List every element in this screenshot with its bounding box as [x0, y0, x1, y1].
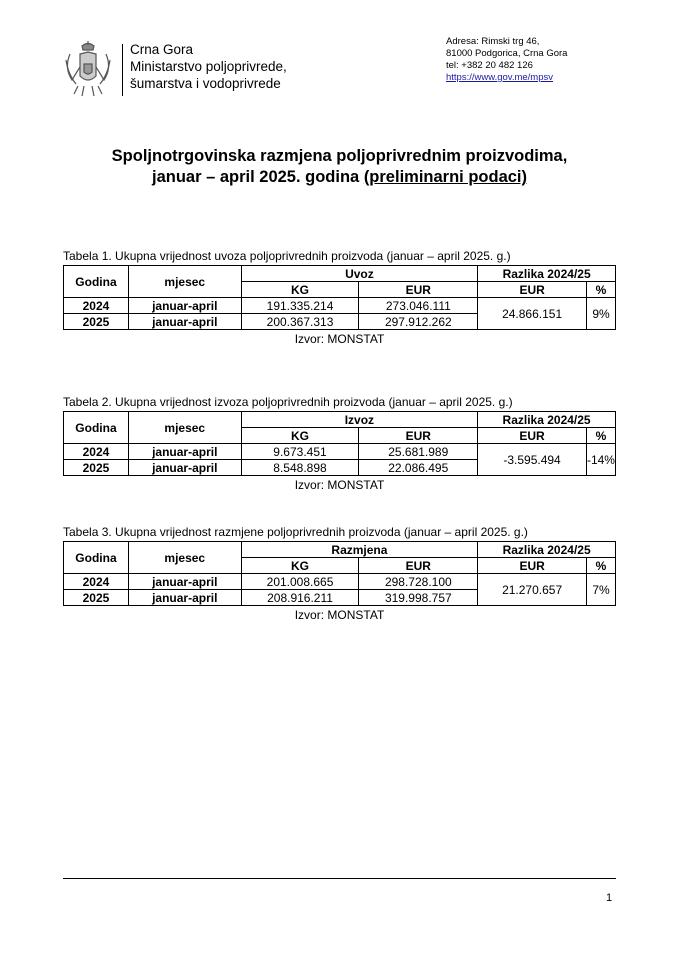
- table-1-caption: Tabela 1. Ukupna vrijednost uvoza poljoprivrednih proizvoda (januar – april 2025. g.): [63, 249, 511, 263]
- diff-eur-header: EUR: [478, 282, 587, 298]
- diff-pct-header: %: [587, 282, 616, 298]
- table-3-caption: Tabela 3. Ukupna vrijednost razmjene poljoprivrednih proizvoda (januar – april 2025. g.): [63, 525, 528, 539]
- address-street: Adresa: Rimski trg 46,: [446, 36, 540, 47]
- diff-group-header: Razlika 2024/25: [478, 266, 616, 282]
- col-month-header: mjesec: [128, 412, 241, 444]
- kg-cell: 200.367.313: [241, 314, 359, 330]
- month-cell: januar-april: [128, 574, 241, 590]
- col-eur-header: EUR: [359, 282, 478, 298]
- table-header-row: [64, 542, 616, 558]
- diff-pct-cell: -14%: [586, 444, 615, 476]
- kg-cell: 8.548.898: [241, 460, 359, 476]
- table-2-source: Izvor: MONSTAT: [294, 478, 385, 492]
- ministry-line-1: Ministarstvo poljoprivrede,: [130, 59, 287, 74]
- title-preliminary-note: (preliminarni podaci): [363, 168, 527, 186]
- table-row: [64, 298, 616, 314]
- footer-divider: [63, 878, 616, 879]
- diff-eur-cell: 24.866.151: [478, 298, 587, 330]
- col-kg-header: KG: [241, 282, 359, 298]
- ministry-line-2: šumarstva i vodoprivrede: [130, 76, 281, 91]
- header-divider: [122, 44, 123, 96]
- eur-cell: 297.912.262: [359, 314, 478, 330]
- table-3-trade: [63, 541, 616, 606]
- document-title: [0, 146, 679, 188]
- month-cell: januar-april: [128, 460, 241, 476]
- address-city: 81000 Podgorica, Crna Gora: [446, 48, 568, 59]
- eur-cell: 22.086.495: [359, 460, 478, 476]
- year-cell: 2025: [64, 590, 129, 606]
- table-row: [64, 444, 616, 460]
- col-year-header: Godina: [64, 412, 129, 444]
- eur-cell: 25.681.989: [359, 444, 478, 460]
- kg-cell: 9.673.451: [241, 444, 359, 460]
- table-1-imports: [63, 265, 616, 330]
- year-cell: 2024: [64, 574, 129, 590]
- title-line-2: [0, 167, 679, 188]
- eur-cell: 273.046.111: [359, 298, 478, 314]
- col-eur-header: EUR: [359, 428, 478, 444]
- group-header: Razmjena: [241, 542, 478, 558]
- table-1-source: Izvor: MONSTAT: [294, 332, 385, 346]
- col-year-header: Godina: [64, 542, 129, 574]
- eur-cell: 298.728.100: [359, 574, 478, 590]
- diff-group-header: Razlika 2024/25: [478, 412, 616, 428]
- year-cell: 2024: [64, 298, 129, 314]
- col-month-header: mjesec: [128, 542, 241, 574]
- diff-pct-header: %: [587, 558, 616, 574]
- ministry-name: [130, 41, 287, 92]
- kg-cell: 191.335.214: [241, 298, 359, 314]
- year-cell: 2024: [64, 444, 129, 460]
- website-link[interactable]: https://www.gov.me/mpsv: [446, 72, 553, 83]
- diff-eur-header: EUR: [478, 558, 587, 574]
- diff-group-header: Razlika 2024/25: [478, 542, 616, 558]
- diff-eur-cell: -3.595.494: [478, 444, 587, 476]
- title-line-1: Spoljnotrgovinska razmjena poljoprivrednim proizvodima,: [111, 147, 568, 165]
- group-header: Uvoz: [241, 266, 478, 282]
- kg-cell: 208.916.211: [241, 590, 359, 606]
- table-header-row: [64, 266, 616, 282]
- month-cell: januar-april: [128, 314, 241, 330]
- col-year-header: Godina: [64, 266, 129, 298]
- col-kg-header: KG: [241, 558, 359, 574]
- page-number: 1: [606, 892, 613, 904]
- country-name: Crna Gora: [130, 42, 194, 57]
- diff-pct-cell: 7%: [587, 574, 616, 606]
- diff-eur-cell: 21.270.657: [478, 574, 587, 606]
- eur-cell: 319.998.757: [359, 590, 478, 606]
- group-header: Izvoz: [241, 412, 478, 428]
- title-line-2-prefix: januar – april 2025. godina: [151, 168, 364, 186]
- diff-pct-cell: 9%: [587, 298, 616, 330]
- kg-cell: 201.008.665: [241, 574, 359, 590]
- year-cell: 2025: [64, 314, 129, 330]
- month-cell: januar-april: [128, 444, 241, 460]
- col-kg-header: KG: [241, 428, 359, 444]
- year-cell: 2025: [64, 460, 129, 476]
- table-row: [64, 574, 616, 590]
- month-cell: januar-april: [128, 590, 241, 606]
- col-month-header: mjesec: [128, 266, 241, 298]
- col-eur-header: EUR: [359, 558, 478, 574]
- month-cell: januar-april: [128, 298, 241, 314]
- diff-pct-header: %: [586, 428, 615, 444]
- address-phone: tel: +382 20 482 126: [446, 60, 533, 71]
- montenegro-coat-of-arms-icon: [62, 40, 114, 100]
- table-header-row: [64, 412, 616, 428]
- table-2-caption: Tabela 2. Ukupna vrijednost izvoza poljoprivrednih proizvoda (januar – april 2025. g.): [63, 395, 513, 409]
- table-2-exports: [63, 411, 616, 476]
- diff-eur-header: EUR: [478, 428, 587, 444]
- address-block: [446, 36, 567, 84]
- table-3-source: Izvor: MONSTAT: [294, 608, 385, 622]
- letterhead: [62, 36, 622, 100]
